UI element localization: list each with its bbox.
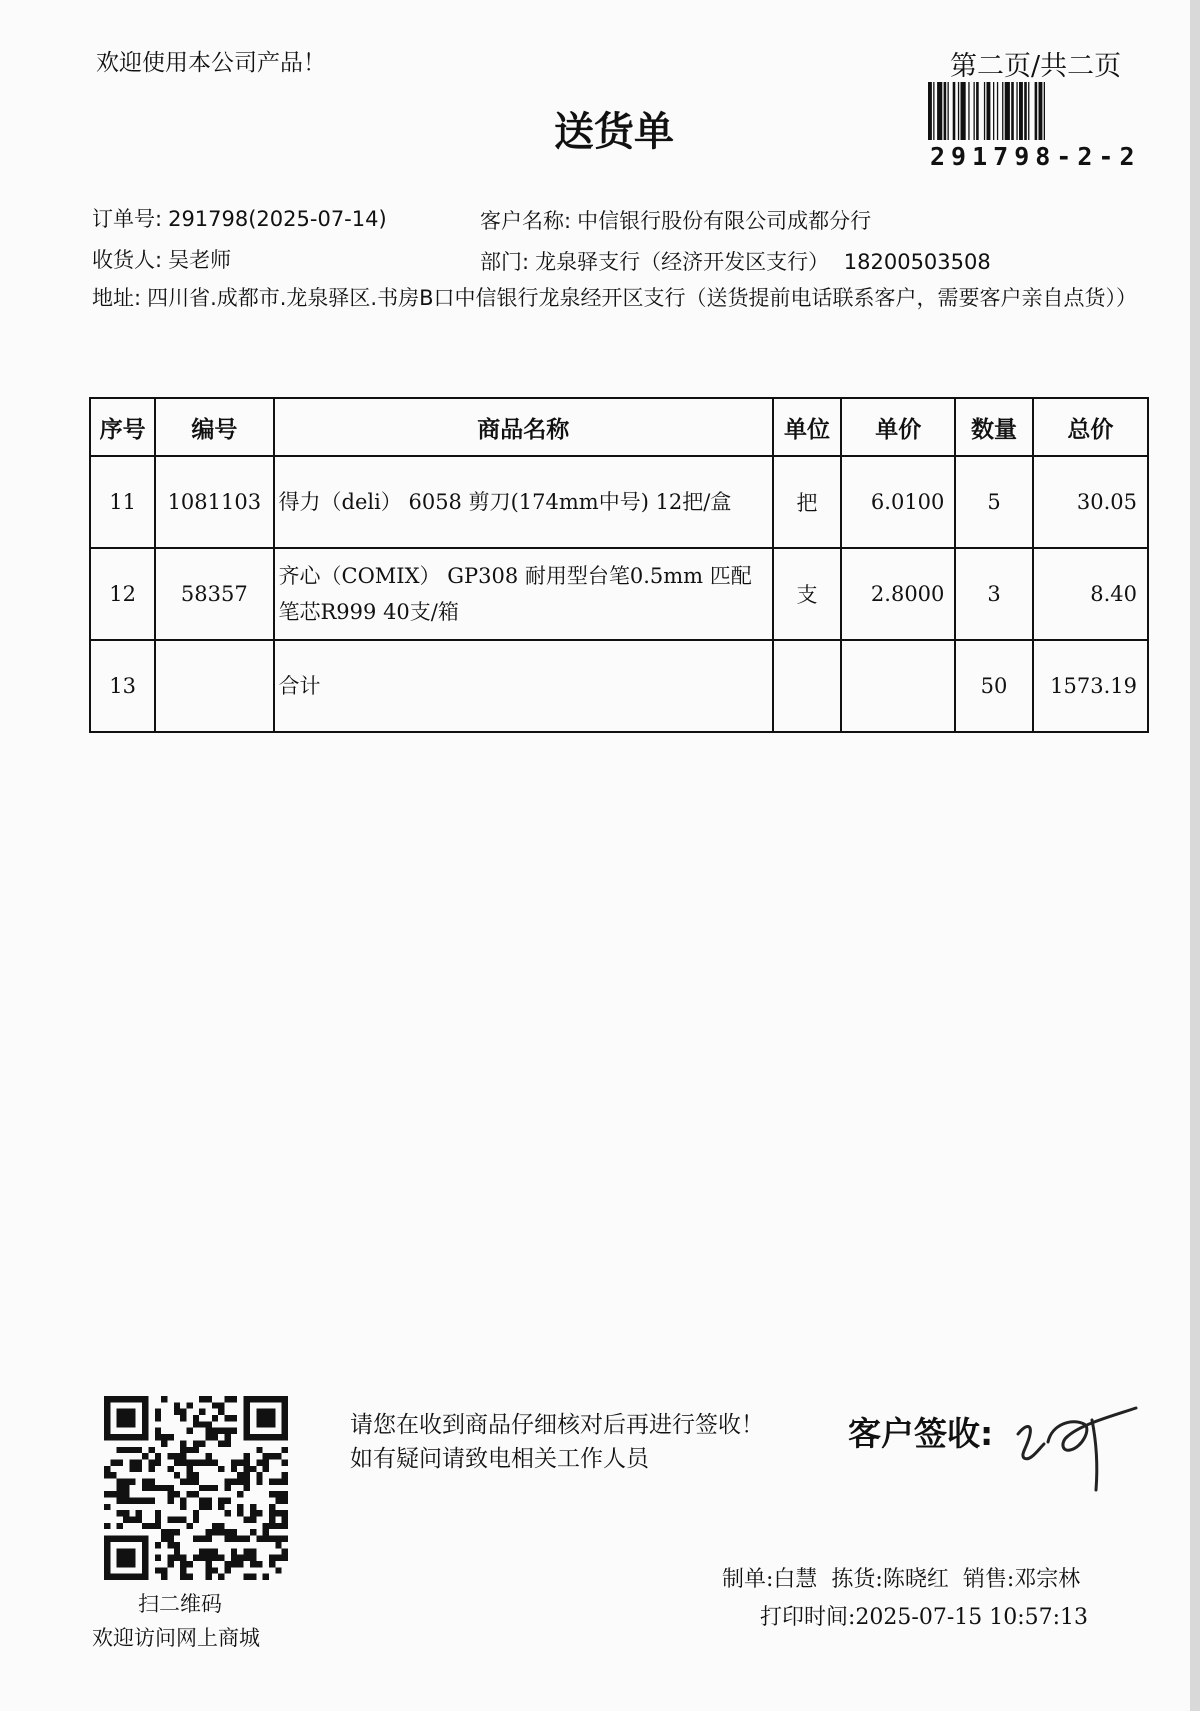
cell-quantity: 5 — [955, 456, 1032, 548]
header-quantity: 数量 — [955, 398, 1032, 456]
order-label: 订单号: — [92, 207, 163, 231]
cell-seq: 12 — [90, 548, 155, 640]
cell-seq: 11 — [90, 456, 155, 548]
cell-code: 1081103 — [155, 456, 273, 548]
cell-product-name: 得力（deli） 6058 剪刀(174mm中号) 12把/盒 — [274, 456, 773, 548]
table-row-subtotal — [90, 640, 1148, 732]
receiver — [92, 244, 231, 274]
items-table — [89, 397, 1149, 733]
table-row — [90, 548, 1148, 640]
cell-product-name: 合计 — [274, 640, 773, 732]
picker: 拣货:陈晓红 — [831, 1567, 949, 1592]
header-code: 编号 — [155, 398, 273, 456]
order-value: 291798(2025-07-14) — [168, 207, 387, 231]
print-time: 打印时间:2025-07-15 10:57:13 — [760, 1605, 1089, 1630]
cell-quantity: 50 — [955, 640, 1032, 732]
customer-name — [480, 205, 871, 235]
header-product-name: 商品名称 — [274, 398, 773, 456]
qr-caption-scan: 扫二维码 — [138, 1592, 222, 1616]
handwritten-signature — [1012, 1394, 1142, 1494]
header-unit: 单位 — [773, 398, 841, 456]
qr-code-icon[interactable] — [104, 1396, 288, 1580]
customer-label: 客户名称: — [480, 209, 572, 233]
header-seq: 序号 — [90, 398, 155, 456]
maker: 制单:白慧 — [722, 1567, 818, 1592]
cell-code: 58357 — [155, 548, 273, 640]
barcode-number: 291798-2-2 — [930, 142, 1141, 171]
cell-unit: 支 — [773, 548, 841, 640]
header-total: 总价 — [1033, 398, 1148, 456]
cell-unit-price: 6.0100 — [841, 456, 955, 548]
qr-caption-shop: 欢迎访问网上商城 — [92, 1626, 260, 1650]
cell-unit — [773, 640, 841, 732]
cell-quantity: 3 — [955, 548, 1032, 640]
cell-unit-price: 2.8000 — [841, 548, 955, 640]
welcome-text: 欢迎使用本公司产品！ — [96, 50, 326, 76]
receipt-notice: 请您在收到商品仔细核对后再进行签收！如有疑问请致电相关工作人员 — [350, 1412, 764, 1472]
cell-total: 30.05 — [1033, 456, 1148, 548]
barcode-icon — [928, 82, 1140, 140]
address-label: 地址: — [92, 286, 142, 310]
cell-unit: 把 — [773, 456, 841, 548]
document-title: 送货单 — [554, 109, 674, 155]
address-value: 四川省.成都市.龙泉驿区.书房B口中信银行龙泉经开区支行（送货提前电话联系客户，需要客户亲自点货）） — [147, 286, 1138, 310]
receiver-value: 吴老师 — [168, 248, 232, 272]
cell-seq: 13 — [90, 640, 155, 732]
department — [480, 246, 991, 276]
customer-value: 中信银行股份有限公司成都分行 — [577, 209, 872, 233]
table-header-row — [90, 398, 1148, 456]
page-indicator: 第二页/共二页 — [950, 51, 1122, 82]
table-row — [90, 456, 1148, 548]
cell-total: 8.40 — [1033, 548, 1148, 640]
receiver-label: 收货人: — [92, 248, 163, 272]
header-unit-price: 单价 — [841, 398, 955, 456]
address — [92, 284, 1152, 312]
dept-label: 部门: — [480, 250, 530, 274]
customer-sign-label: 客户签收: — [848, 1414, 994, 1453]
phone-number: 18200503508 — [843, 250, 991, 274]
dept-value: 龙泉驿支行（经济开发区支行） — [535, 250, 830, 274]
order-number — [92, 203, 387, 233]
sales: 销售:邓宗林 — [962, 1567, 1081, 1592]
staff-line — [722, 1562, 1094, 1593]
cell-code — [155, 640, 273, 732]
cell-total: 1573.19 — [1033, 640, 1148, 732]
cell-product-name: 齐心（COMIX） GP308 耐用型台笔0.5mm 匹配笔芯R999 40支/箱 — [274, 548, 773, 640]
cell-unit-price — [841, 640, 955, 732]
